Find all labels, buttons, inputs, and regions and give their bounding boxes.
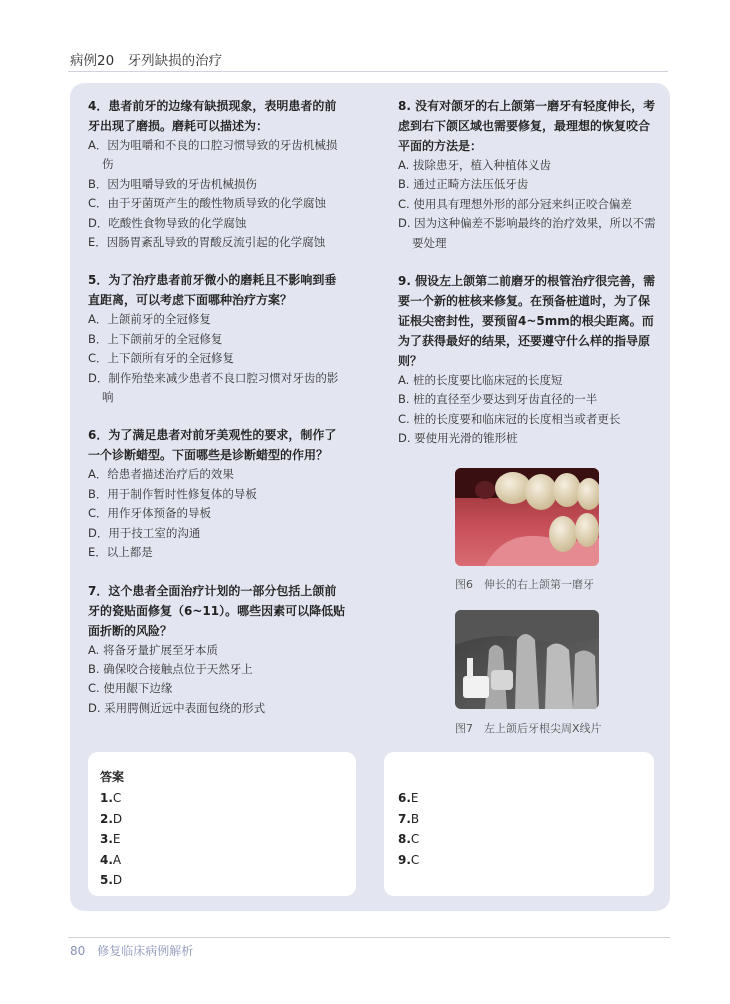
page-number: 80 bbox=[70, 944, 86, 958]
figure-6-photo bbox=[455, 468, 599, 566]
option: B．用于制作暂时性修复体的导板 bbox=[88, 486, 257, 501]
option: A．上颌前牙的全冠修复 bbox=[88, 312, 211, 327]
question-title: 5．为了治疗患者前牙微小的磨耗且不影响到垂直距离，可以考虑下面哪种治疗方案？ bbox=[88, 273, 337, 308]
header-divider bbox=[68, 71, 668, 72]
questions-left-column bbox=[88, 96, 348, 736]
question-title: 9. 假设左上颌第二前磨牙的根管治疗很完善，需要一个新的桩核来修复。在预备桩道时，为了保证根尖密封性，要预留4~5mm的根尖距离。而为了获得最好的结果，还要遵守什么样的指导原则？ bbox=[398, 274, 656, 369]
book-title: 修复临床病例解析 bbox=[97, 944, 194, 958]
answers-box-right bbox=[384, 752, 654, 896]
answer-item: 2.D bbox=[100, 811, 123, 826]
answers-box-left bbox=[88, 752, 356, 896]
answer-item: 5.D bbox=[100, 873, 123, 887]
question-5 bbox=[88, 270, 348, 407]
option: D. 要使用光滑的锥形桩 bbox=[398, 431, 518, 446]
answer-item: 7.B bbox=[398, 811, 420, 826]
page-footer bbox=[70, 942, 193, 959]
option: A．给患者描述治疗后的效果 bbox=[88, 467, 234, 482]
figure-7-xray bbox=[455, 610, 599, 709]
option: A. 桩的长度要比临床冠的长度短 bbox=[398, 373, 563, 388]
option: B. 确保咬合接触点位于天然牙上 bbox=[88, 661, 253, 676]
footer-divider bbox=[68, 937, 670, 938]
question-title: 7．这个患者全面治疗计划的一部分包括上颌前牙的瓷贴面修复（6~11）。哪些因素可以降低贴面折断的风险？ bbox=[88, 583, 346, 638]
question-title: 4．患者前牙的边缘有缺损现象，表明患者的前牙出现了磨损。磨耗可以描述为： bbox=[88, 99, 337, 133]
question-8 bbox=[398, 96, 658, 253]
option: D. 采用腭侧近远中表面包绕的形式 bbox=[88, 700, 266, 715]
option: D．用于技工室的沟通 bbox=[88, 525, 201, 540]
option: B. 桩的直径至少要达到牙齿直径的一半 bbox=[398, 392, 598, 407]
answers-list-left bbox=[100, 788, 122, 891]
question-title: 6．为了满足患者对前牙美观性的要求，制作了一个诊断蜡型。下面哪些是诊断蜡型的作用？ bbox=[88, 428, 337, 463]
answer-item: 6.E bbox=[398, 791, 419, 805]
question-4 bbox=[88, 96, 348, 252]
answer-item: 3.E bbox=[100, 832, 121, 846]
option: E．因肠胃紊乱导致的胃酸反流引起的化学腐蚀 bbox=[88, 235, 326, 250]
option: A．因为咀嚼和不良的口腔习惯导致的牙齿机械损伤 bbox=[88, 138, 338, 172]
option: E．以上都是 bbox=[88, 545, 153, 560]
answer-item: 9.C bbox=[398, 852, 420, 867]
answers-title: 答案 bbox=[100, 770, 125, 784]
question-9 bbox=[398, 271, 658, 449]
answers-list-right bbox=[398, 788, 419, 870]
option: C．用作牙体预备的导板 bbox=[88, 506, 212, 521]
answer-item: 4.A bbox=[100, 852, 122, 867]
option: D．制作殆垫来减少患者不良口腔习惯对牙齿的影响 bbox=[88, 370, 339, 405]
answer-item: 8.C bbox=[398, 832, 420, 846]
option: C．由于牙菌斑产生的酸性物质导致的化学腐蚀 bbox=[88, 196, 327, 211]
question-title: 8. 没有对颌牙的右上颌第一磨牙有轻度伸长，考虑到右下颌区域也需要修复，最理想的恢复咬合平面的方法是： bbox=[398, 99, 656, 153]
questions-right-column bbox=[398, 96, 658, 467]
option: C. 使用具有理想外形的部分冠来纠正咬合偏差 bbox=[398, 196, 632, 211]
option: A. 拔除患牙，植入种植体义齿 bbox=[398, 158, 551, 172]
option: C．上下颌所有牙的全冠修复 bbox=[88, 351, 235, 366]
question-6 bbox=[88, 425, 348, 562]
answer-item: 1.C bbox=[100, 791, 122, 805]
option: B．因为咀嚼导致的牙齿机械损伤 bbox=[88, 176, 257, 191]
option: B. 通过正畸方法压低牙齿 bbox=[398, 177, 529, 192]
option: B．上下颌前牙的全冠修复 bbox=[88, 331, 223, 346]
option: D．吃酸性食物导致的化学腐蚀 bbox=[88, 215, 247, 230]
page-header: 病例20 牙列缺损的治疗 bbox=[70, 53, 223, 69]
option: C. 桩的长度要和临床冠的长度相当或者更长 bbox=[398, 411, 621, 426]
option: A. 将备牙量扩展至牙本质 bbox=[88, 642, 218, 657]
figure-6-caption: 图6 伸长的右上颌第一磨牙 bbox=[455, 578, 594, 591]
option: C. 使用龈下边缘 bbox=[88, 681, 173, 696]
figure-7-caption: 图7 左上颌后牙根尖周X线片 bbox=[455, 722, 602, 735]
question-7 bbox=[88, 581, 348, 719]
option: D. 因为这种偏差不影响最终的治疗效果，所以不需要处理 bbox=[398, 216, 656, 250]
